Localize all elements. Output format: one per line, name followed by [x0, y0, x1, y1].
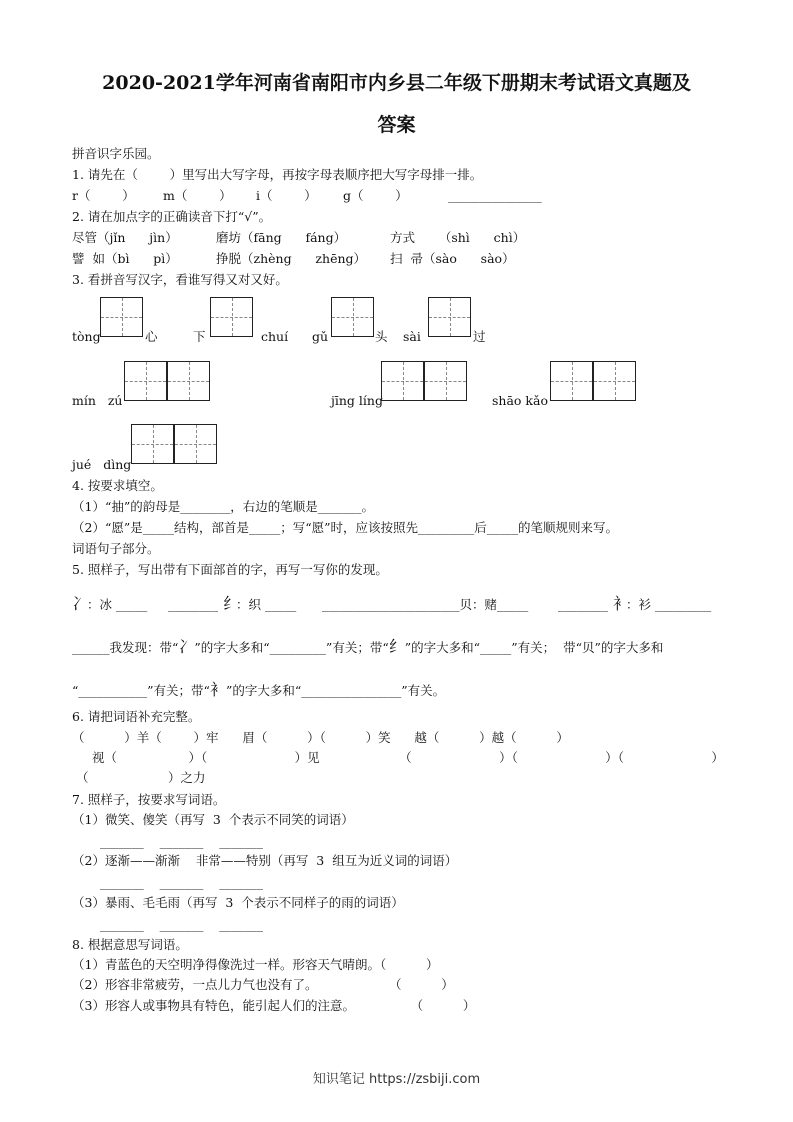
q2-item: 譬 如（bì pì）: [72, 251, 178, 266]
section-heading: 拼音识字乐园。: [72, 146, 160, 161]
q2-item: 尽管（jǐn jìn）: [72, 230, 178, 245]
q2-item: 扫 帚（sào sào）: [390, 251, 515, 266]
question-8: 8. 根据意思写词语。: [72, 937, 188, 952]
question-6: 6. 请把词语补充完整。: [72, 709, 201, 724]
q2-item: 磨坊（fāng fáng）: [216, 230, 347, 245]
question-1: 1. 请先在（ ）里写出大写字母，再按字母表顺序把大写字母排一排。: [72, 167, 483, 182]
q1-answer-line: _______________: [448, 188, 542, 203]
writing-grid[interactable]: [167, 361, 210, 401]
page-title: 2020-2021学年河南省南阳市内乡县二年级下册期末考试语文真题及: [102, 72, 691, 94]
q2-item: 方式 （shì chì）: [390, 230, 526, 245]
question-3: 3. 看拼音写汉字，看谁写得又对又好。: [72, 272, 288, 287]
q1-item: i（ ）: [256, 188, 317, 203]
writing-grid[interactable]: [428, 297, 471, 337]
writing-grid[interactable]: [124, 361, 167, 401]
q8-item: （1）青蓝色的天空明净得像洗过一样。形容天气晴朗。（ ）: [72, 957, 439, 972]
question-2: 2. 请在加点字的正确读音下打“√”。: [72, 209, 272, 224]
page-title-cont: 答案: [377, 114, 416, 136]
pinyin-label: shāo kǎo: [492, 393, 548, 408]
q8-item: （3）形容人或事物具有特色，能引起人们的注意。 （ ）: [72, 998, 476, 1013]
q7-blanks: _______ _______ _______: [100, 834, 264, 849]
q6-row: （ ）之力: [76, 770, 206, 785]
q1-item: r（ ）: [72, 188, 135, 203]
q7-item: （3）暴雨、毛毛雨（再写 3 个表示不同样子的雨的词语）: [72, 895, 404, 910]
writing-grid[interactable]: [593, 361, 636, 401]
q1-item: m（ ）: [163, 188, 232, 203]
writing-grid[interactable]: [424, 361, 467, 401]
writing-grid[interactable]: [210, 297, 253, 337]
q5-blank: ________: [558, 597, 608, 612]
section-heading: 词语句子部分。: [72, 541, 160, 556]
q5-blank: ：冰 _____: [87, 597, 148, 612]
question-5: 5. 照样子，写出带有下面部首的字，再写一写你的发现。: [72, 562, 388, 577]
q7-blanks: _______ _______ _______: [100, 875, 264, 890]
pinyin-label: gǔ: [312, 329, 329, 344]
q5-blank: ：织 _____: [236, 597, 297, 612]
writing-grid[interactable]: [100, 297, 143, 337]
writing-grid[interactable]: [174, 424, 217, 464]
q5-discovery-cont: “___________”有关；带“衤”的字大多和“________________”有关。: [72, 680, 446, 699]
q2-item: 挣脱（zhèng zhēng）: [216, 251, 367, 266]
radical-si: 纟: [223, 594, 240, 613]
pinyin-label: chuí: [261, 329, 289, 344]
writing-grid[interactable]: [331, 297, 374, 337]
pinyin-label: sài: [403, 329, 421, 344]
pinyin-label: jué dìng: [72, 457, 132, 472]
q5-discovery: ______我发现：带“冫”的字大多和“_________”有关；带“纟”的字大多和“_____”有关； 带“贝”的字大多和: [72, 637, 664, 656]
given-char: 头: [375, 329, 388, 344]
radical-bing: 冫: [72, 594, 89, 613]
q4-item: （1）“抽”的韵母是________，右边的笔顺是_______。: [72, 499, 374, 514]
q5-blank: ______________________贝：赌_____: [322, 597, 529, 612]
q4-item: （2）“愿”是_____结构，部首是_____；写“愿”时，应该按照先_________后_____的笔顺规则来写。: [72, 520, 619, 535]
q7-blanks: _______ _______ _______: [100, 917, 264, 932]
given-char: 过: [473, 329, 486, 344]
pinyin-label: mín zú: [72, 393, 123, 408]
q8-item: （2）形容非常疲劳，一点儿力气也没有了。 （ ）: [72, 977, 454, 992]
q5-blank: ：衫 _________: [626, 597, 712, 612]
footer-watermark: 知识笔记 https://zsbiji.com: [312, 1072, 481, 1087]
q6-row: （ ）羊（ ）牢 眉（ ）（ ）笑 越（ ）越（ ）: [72, 730, 569, 745]
writing-grid[interactable]: [381, 361, 424, 401]
pinyin-label: tòng: [72, 329, 101, 344]
given-char: 下: [193, 329, 206, 344]
q5-blank: ________: [168, 597, 218, 612]
q7-item: （2）逐渐——渐渐 非常——特别（再写 3 组互为近义词的词语）: [72, 853, 458, 868]
pinyin-label: jīng líng: [331, 393, 383, 408]
question-4: 4. 按要求填空。: [72, 478, 163, 493]
writing-grid[interactable]: [131, 424, 174, 464]
q6-row: 视（ ）（ ）见 （ ）（ ）（ ）: [92, 750, 724, 765]
given-char: 心: [145, 329, 158, 344]
writing-grid[interactable]: [550, 361, 593, 401]
radical-yi: 衤: [613, 594, 630, 613]
question-7: 7. 照样子，按要求写词语。: [72, 792, 226, 807]
q1-item: g（ ）: [343, 188, 408, 203]
q7-item: （1）微笑、傻笑（再写 3 个表示不同笑的词语）: [72, 812, 354, 827]
